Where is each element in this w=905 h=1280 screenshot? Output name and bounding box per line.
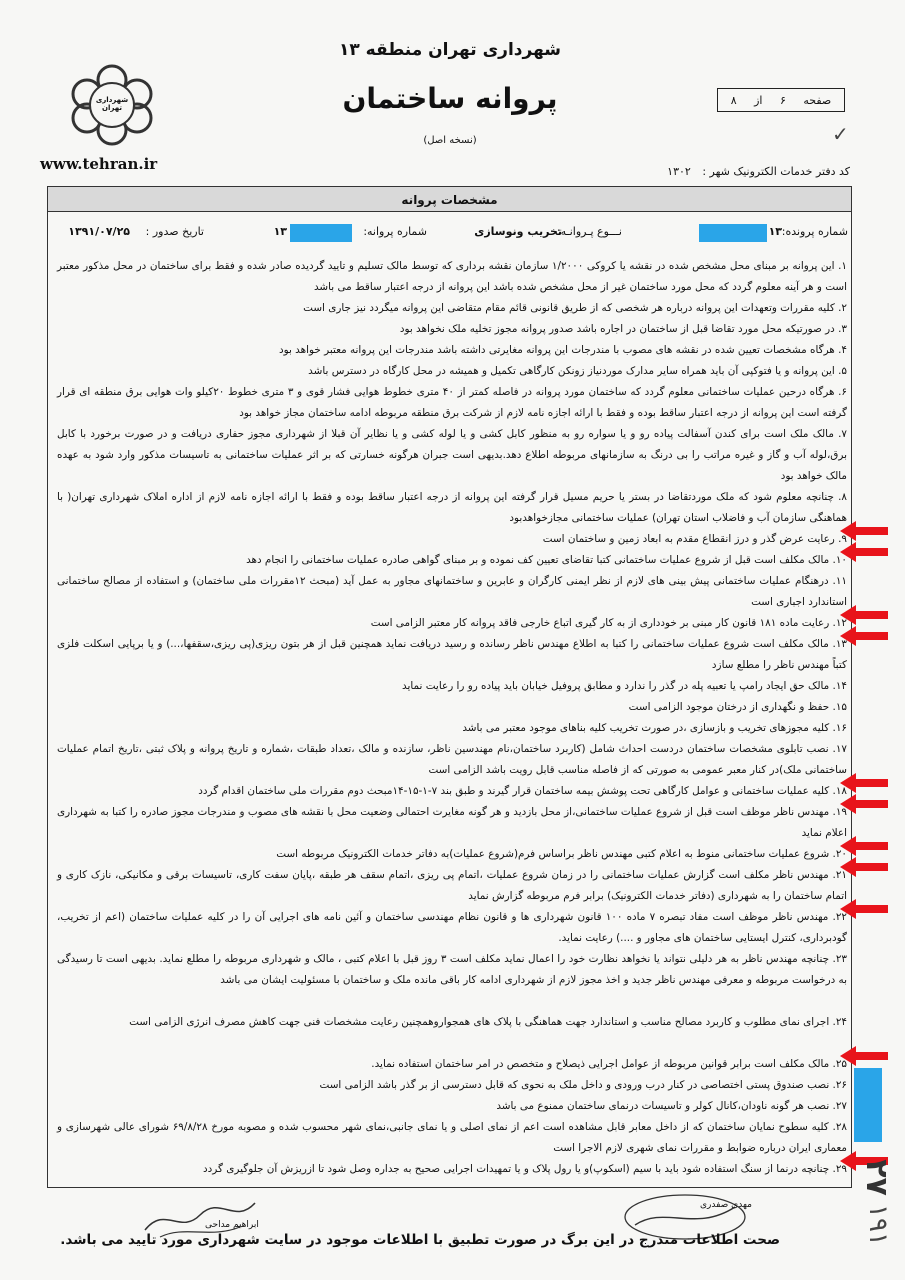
clause-20: ۲۰. شروع عملیات ساختمانی منوط به اعلام کتبی مهندس ناظر براساس فرم(شروع عملیات)به دفاتر خدمات الکترونیک مربوطه است [276, 848, 847, 860]
clause-26: ۲۶. نصب صندوق پستی اختصاصی در کنار درب ورودی و داخل ملک به نحوی که قابل دسترسی از بر گذر باشد الزامی است [319, 1079, 847, 1091]
red-arrow-icon [840, 773, 888, 793]
file-number-label: شماره پرونده: [781, 225, 848, 238]
permit-type-value: تخریب ونوسازی [474, 225, 562, 238]
handwritten-page-number: ۲۷ [858, 1159, 894, 1196]
clause-4: ۴. هرگاه مشخصات تعیین شده در نقشه های مصوب با مندرجات این پروانه مغایرتی داشته باشد مندرجات این پروانه معتبر خواهد بود [278, 344, 847, 356]
clause-7: ۷. مالک ملک است برای کندن آسفالت پیاده رو و یا سواره رو به منظور کابل کشی و یا لوله کشی و یا نظایر آن قبلا از شهرداری مجوز حفاری دریافت و در صورت برخورد با کابل برق،لوله آب و گاز و غیره مراتب را بی درنگ به سازمانهای مربوطه اطلاع دهد.بدیهی است جبران هرگونه خسارتی که بر اثر عملیات ساختمانی به تاسیسات مذکور وارد شود به عهده مالک خواهد بود [57, 428, 847, 482]
clause-15: ۱۵. حفظ و نگهداری از درختان موجود الزامی است [628, 701, 847, 713]
red-arrow-icon [840, 857, 888, 877]
clause-11: ۱۱. درهنگام عملیات ساختمانی پیش بینی های لازم از نظر ایمنی کارگران و عابرین و ساختمانهای مجاور به عمل آید (مبحث ۱۲مقررات ملی ساختمان) و استفاده از مصالح ساختمانی استاندارد اجباری است [57, 575, 848, 608]
signer-right-name: مهدی صفدری [700, 1200, 752, 1210]
page-of: از [754, 93, 763, 107]
handwritten-note: ۱۹۱ [862, 1204, 893, 1246]
permit-info-row [47, 222, 852, 244]
copy-label: (نسخه اصل) [423, 135, 477, 146]
clause-6: ۶. هرگاه درحین عملیات ساختمانی معلوم گردد که ساختمان مورد پروانه در فاصله کمتر از ۴۰ متری خطوط هوایی فشار قوی و ۳ متری خطوط ۲۰کیلو وات هوایی برق منطقه ای قرار گرفته است این پروانه از درجه اعتبار ساقط بوده و فقط با ارائه اجازه نامه لازم از شرکت برق منطقه مربوطه ادامه ساختمان مجاز خواهد بود [57, 386, 847, 419]
red-arrow-icon [840, 794, 888, 814]
check-mark-icon: ✓ [832, 122, 849, 146]
clause-13: ۱۳. مالک مکلف است شروع عملیات ساختمانی را کتبا به اطلاع مهندس ناظر رسانده و رسید دریافت نماید همچنین قبل از هر بتون ریزی(پی ریزی،سقفها،...) و یا برپایی اسکلت فلزی کتباً مهندس ناظر را مطلع سازد [57, 638, 847, 671]
clause-5: ۵. این پروانه و یا فتوکپی آن باید همراه سایر مدارک موردنیاز زونکن کارگاهی تکمیل و همیشه در محل کارگاه در دسترس باشد [308, 365, 847, 377]
clause-1: ۱. این پروانه بر مبنای محل مشخص شده در نقشه یا کروکی ۱/۲۰۰۰ سازمان نقشه برداری که توسط مالک تسلیم و تایید گردیده صادر شده و فقط برای ساختمان در محل مذکور معتبر است و هر آینه معلوم گردد که محل مورد ساختمان غیر از محل مشخص شده باشد این پروانه از درجه اعتبار ساقط می باشد [57, 260, 847, 293]
clause-29: ۲۹. چنانچه درنما از سنگ استفاده شود باید با سیم (اسکوپ)و یا رول پلاک و یا تمهیدات اجرایی صحیح به جداره وصل شود تا ازریزش آن جلوگیری گردد [203, 1163, 847, 1175]
office-code-line [560, 165, 850, 178]
page-title: پروانه ساختمان [342, 82, 558, 115]
file-number-redaction [699, 224, 767, 242]
issue-date-value: ۱۳۹۱/۰۷/۲۵ [68, 225, 130, 238]
red-arrow-icon [840, 836, 888, 856]
clause-19: ۱۹. مهندس ناظر موظف است قبل از شروع عملیات ساختمانی،از محل بازدید و هر گونه مغایرت احتمالی وضعیت محل با نقشه های مصوب و مندرجات مجوز صادره را کتبا به شهرداری اعلام نماید [57, 806, 847, 839]
office-label: کد دفتر خدمات الکترونیک شهر : [702, 165, 850, 178]
clause-16: ۱۶. کلیه مجوزهای تخریب و بازسازی ،در صورت تخریب کلیه بناهای موجود معتبر می باشد [462, 722, 847, 734]
section-header: مشخصات پروانه [47, 186, 852, 212]
logo-text: شهرداری تهران [95, 96, 129, 112]
red-arrow-icon [840, 542, 888, 562]
clause-23: ۲۳. چنانچه مهندس ناظر به هر دلیلی نتواند یا نخواهد نظارت خود را اعمال نماید مکلف است ۳ روز قبل با اعلام کتبی ، مالک و شهرداری مربوطه را مطلع نماید. بدیهی است تا رسیدگی به درخواست مربوطه و معرفی مهندس ناظر جدید و اخذ مجوز لازم از شهرداری ادامه کار باقی مانده ملک و ساختمان با مسئولیت ایشان می باشد [57, 953, 847, 986]
red-arrow-icon [840, 899, 888, 919]
permit-number-label: شماره پروانه: [363, 225, 427, 238]
margin-redaction [854, 1068, 882, 1142]
clause-18: ۱۸. کلیه عملیات ساختمانی و عوامل کارگاهی تحت پوشش بیمه ساختمان قرار گیرند و طبق بند ۷-۱-۱۵-۱۴مبحث دوم مقررات ملی ساختمان اقدام گردد [198, 785, 847, 797]
clause-21: ۲۱. مهندس ناظر مکلف است گزارش عملیات ساختمانی را در زمان شروع عملیات ،اتمام پی ریزی ،اتمام سقف هر طبقه ،پایان سفت کاری، تاسیسات برقی و مکانیکی، نازک کاری و اتمام ساختمان را به شهرداری (دفاتر خدمات الکترونیک) برابر فرم مربوطه گزارش نماید [57, 869, 847, 902]
issue-date-label: تاریخ صدور : [145, 225, 204, 238]
page-total: ۸ [730, 93, 737, 107]
municipality-title: شهرداری تهران منطقه ۱۳ [338, 40, 562, 60]
clause-3: ۳. در صورتیکه محل مورد تقاضا قبل از ساختمان در اجاره باشد صدور پروانه مجوز تخلیه ملک نخواهد بود [399, 323, 847, 335]
clause-14: ۱۴. مالک حق ایجاد رامپ یا تعبیه پله در گذر را ندارد و مطابق پروفیل خیابان باید پیاده رو را رعایت نماید [402, 680, 847, 692]
red-arrow-icon [840, 605, 888, 625]
clause-10: ۱۰. مالک مکلف است قبل از شروع عملیات ساختمانی کتبا تقاضای تعیین کف نموده و بر مبنای گواهی صادره عملیات ساختمانی را انجام دهد [246, 554, 847, 566]
clause-2: ۲. کلیه مقررات وتعهدات این پروانه درباره هر شخصی که از طریق قانونی قائم مقام متقاضی این پروانه میگردد نیز جاری است [303, 302, 847, 314]
clause-28: ۲۸. کلیه سطوح نمایان ساختمان که از داخل معابر قابل مشاهده است اعم از نمای اصلی و یا نمای جانبی،نمای شهر محسوب شده و مصوبه مورخ ۶۹/۸/۲۸ شورای عالی شهرسازی و معماری ایران درباره ضوابط و مقررات نمای شهری لازم الاجرا است [57, 1121, 847, 1154]
signer-left-name: ابراهیم مداحی [205, 1220, 259, 1230]
page-label: صفحه [803, 93, 832, 107]
permit-number-redaction [290, 224, 352, 242]
verification-footer: صحت اطلاعات مندرج در این برگ در صورت تطبیق با اطلاعات موجود در سایت شهرداری مورد تایید می باشد. [60, 1232, 780, 1248]
clause-9: ۹. رعایت عرض گذر و درز انقطاع مقدم به ابعاد زمین و ساختمان است [542, 533, 847, 545]
clause-24: ۲۴. اجرای نمای مطلوب و کاربرد مصالح مناسب و استاندارد جهت هماهنگی با پلاک های همجواروهمچنین رعایت مشخصات فنی جهت کاهش مصرف انرژی الزامی است [129, 1016, 847, 1028]
permit-type-label: نـــوع پـروانـه: [556, 225, 622, 238]
website-url: www.tehran.ir [40, 155, 158, 173]
clause-22: ۲۲. مهندس ناظر موظف است مفاد تبصره ۷ ماده ۱۰۰ قانون شهرداری ها و قانون نظام مهندسی ساختمان و آئین نامه های اجرایی آن را در کلیه عملیات ساختمان (اعم از تخریب، گودبرداری، کنترل ایستایی ساختمان های مجاور و ....) رعایت نماید. [57, 911, 847, 944]
red-arrow-icon [840, 626, 888, 646]
office-code: ۱۳۰۲ [667, 165, 691, 178]
page-number-box [717, 88, 845, 112]
clause-27: ۲۷. نصب هر گونه ناودان،کانال کولر و تاسیسات درنمای ساختمان ممنوع می باشد [496, 1100, 847, 1112]
clause-17: ۱۷. نصب تابلوی مشخصات ساختمان دردست احداث شامل (کاربرد ساختمان،نام مهندسین ناظر، سازنده و مالک ،تعداد طبقات ،شماره و تاریخ پروانه و پلاک ثبتی ،تاریخ اتمام عملیات ساختمانی ملک)در کنار معبر عمومی به صورتی که از فاصله مناسب قابل رویت باشد الزامی است [57, 743, 847, 776]
file-number-prefix: ۱۳ [768, 225, 782, 238]
permit-number-prefix: ۱۳ [273, 225, 287, 238]
clause-8: ۸. چنانچه معلوم شود که ملک موردتقاضا در بستر یا حریم مسیل قرار گرفته این پروانه از درجه اعتبار ساقط بوده و فقط با ارائه اجازه نامه لازم از اداره املاک شهرداری تهران( با هماهنگی سازمان آب و فاضلاب استان تهران) عملیات ساختمانی مجازخواهدبود [57, 491, 847, 524]
page-current: ۶ [779, 93, 786, 107]
clause-12: ۱۲. رعایت ماده ۱۸۱ قانون کار مبنی بر خودداری از به کار گیری اتباع خارجی فاقد پروانه کار معتبر الزامی است [370, 617, 847, 629]
red-arrow-icon [840, 1046, 888, 1066]
clause-25: ۲۵. مالک مکلف است برابر قوانین مربوطه از عوامل اجرایی ذیصلاح و متخصص در امر ساختمان استفاده نماید. [371, 1058, 847, 1070]
red-arrow-icon [840, 521, 888, 541]
